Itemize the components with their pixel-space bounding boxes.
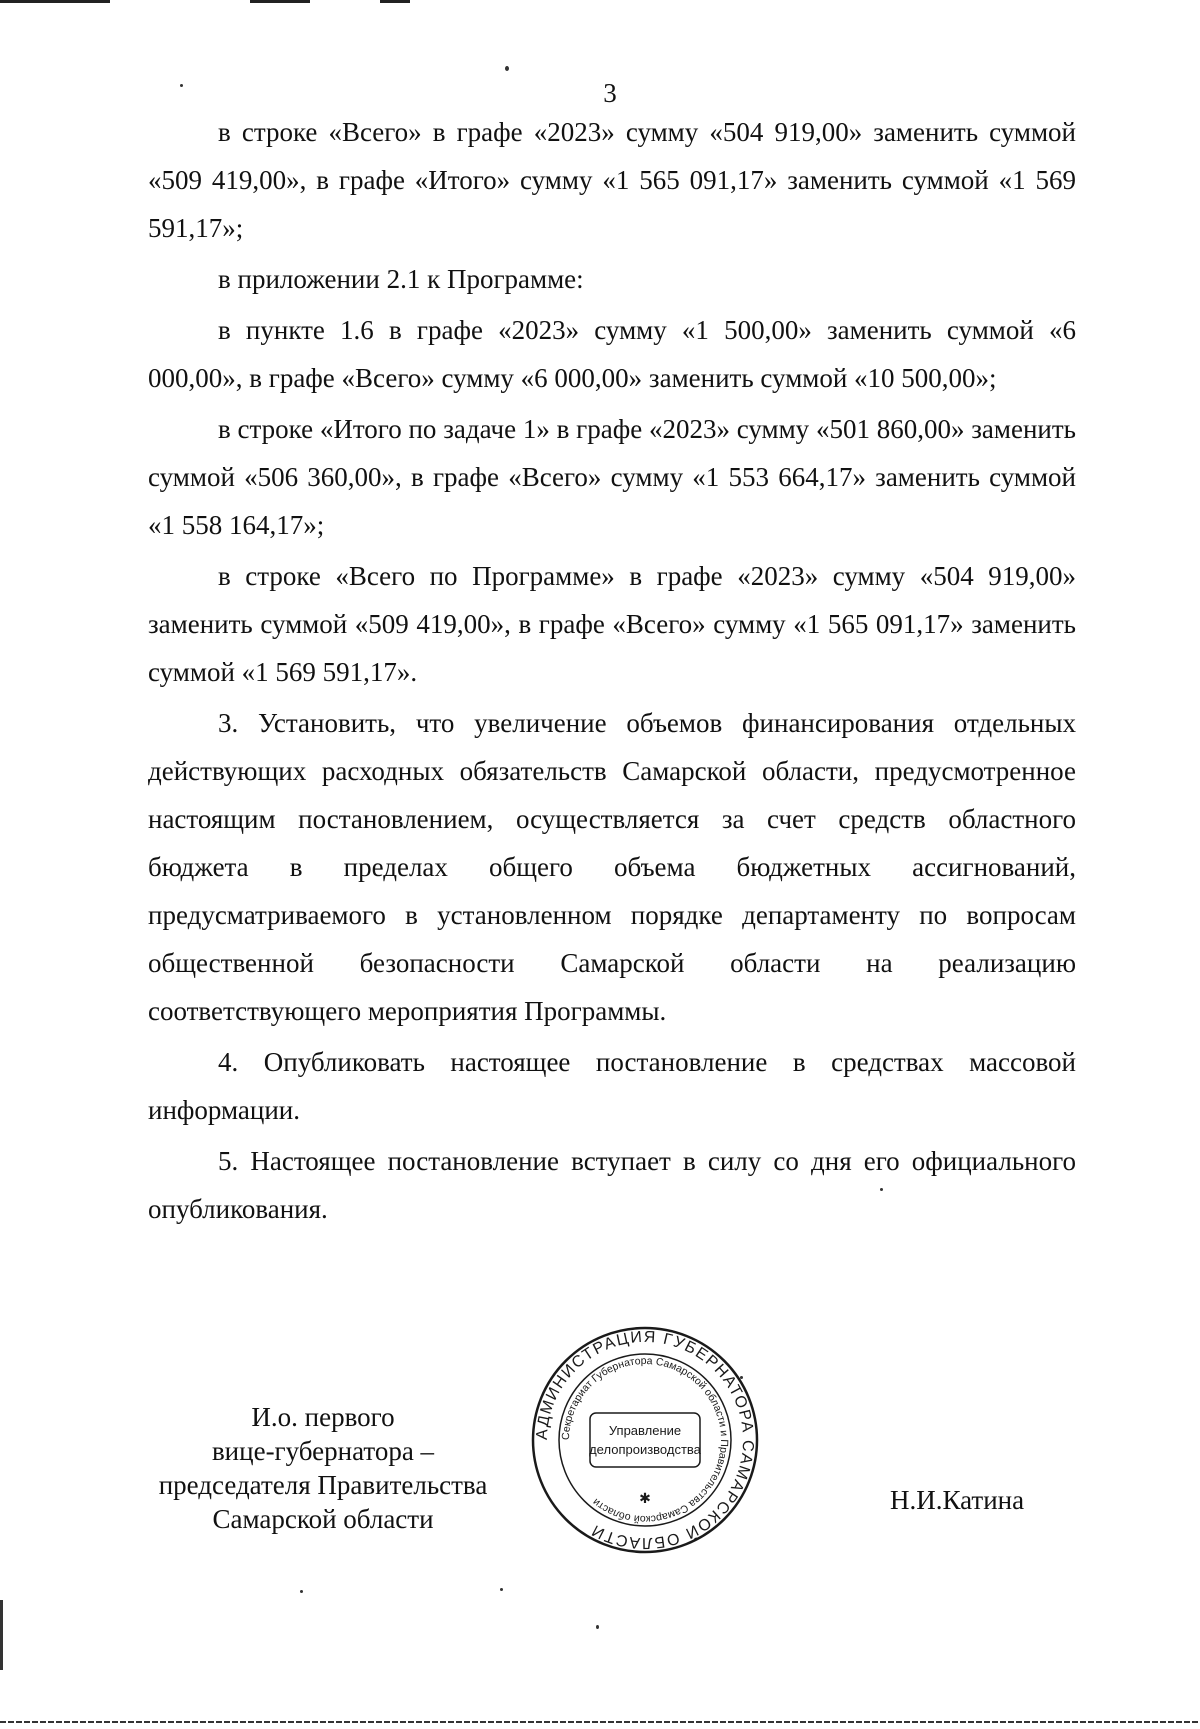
paragraph: в строке «Всего» в графе «2023» сумму «504 919,00» заменить суммой «509 419,00», в графе «Итого» сумму «1 565 091,17» заменить суммой «1 569 591,17»; — [148, 117, 1076, 243]
top-edge-rule — [0, 0, 110, 3]
document-body — [148, 108, 1076, 1236]
paragraph: в строке «Итого по задаче 1» в графе «2023» сумму «501 860,00» заменить суммой «506 360,00», в графе «Всего» сумму «1 553 664,17» заменить суммой «1 558 164,17»; — [148, 414, 1076, 540]
signatory-line: Самарской области — [212, 1504, 434, 1534]
signatory-line: вице-губернатора – — [211, 1436, 435, 1466]
bottom-edge-rule — [0, 1721, 1200, 1723]
paragraph: в приложении 2.1 к Программе: — [218, 264, 584, 294]
scan-speck — [300, 1590, 303, 1593]
paragraph: 5. Настоящее постановление вступает в силу со дня его официального опубликования. — [148, 1146, 1076, 1224]
top-edge-rule — [250, 0, 310, 3]
paragraph: в пункте 1.6 в графе «2023» сумму «1 500,00» заменить суммой «6 000,00», в графе «Всего» сумму «6 000,00» заменить суммой «10 500,00»; — [148, 315, 1076, 393]
paragraph: 3. Установить, что увеличение объемов финансирования отдельных действующих расходных обязательств Самарской области, предусмотренное настоящим постановлением, осуществляется за счет средств областного бюджета в пределах общего объема бюджетных ассигнований, предусматриваемого в установленном порядке департаменту по вопросам общественной безопасности Самарской области на реализацию соответствующего мероприятия Программы. — [148, 708, 1076, 1026]
scan-speck — [505, 66, 509, 71]
official-stamp — [530, 1325, 760, 1555]
scan-speck — [500, 1588, 503, 1591]
top-edge-rule — [380, 0, 410, 3]
stamp-center-line: делопроизводства — [589, 1442, 701, 1457]
stamp-outer-text: АДМИНИСТРАЦИЯ ГУБЕРНАТОРА САМАРСКОЙ ОБЛАСТИ — [533, 1328, 757, 1552]
paragraph: 4. Опубликовать настоящее постановление в средствах массовой информации. — [148, 1047, 1076, 1125]
stamp-star-icon: ✱ — [639, 1490, 651, 1506]
stamp-inner-text: Секретариат Губернатора Самарской области и Правительства Самарской области — [559, 1354, 731, 1526]
scan-speck — [740, 1376, 743, 1379]
scan-speck — [180, 84, 183, 87]
stamp-center-line: Управление — [608, 1423, 682, 1438]
scan-speck — [596, 1625, 599, 1629]
scan-speck — [880, 1188, 883, 1191]
scan-edge-mark — [0, 1600, 3, 1670]
page-number: 3 — [603, 78, 617, 108]
signatory-title — [148, 1400, 498, 1536]
signer-name: Н.И.Катина — [890, 1485, 1025, 1515]
signatory-line: И.о. первого — [251, 1402, 395, 1432]
signatory-line: председателя Правительства — [158, 1470, 488, 1500]
paragraph: в строке «Всего по Программе» в графе «2023» сумму «504 919,00» заменить суммой «509 419,00», в графе «Всего» сумму «1 565 091,17» заменить суммой «1 569 591,17». — [148, 561, 1076, 687]
